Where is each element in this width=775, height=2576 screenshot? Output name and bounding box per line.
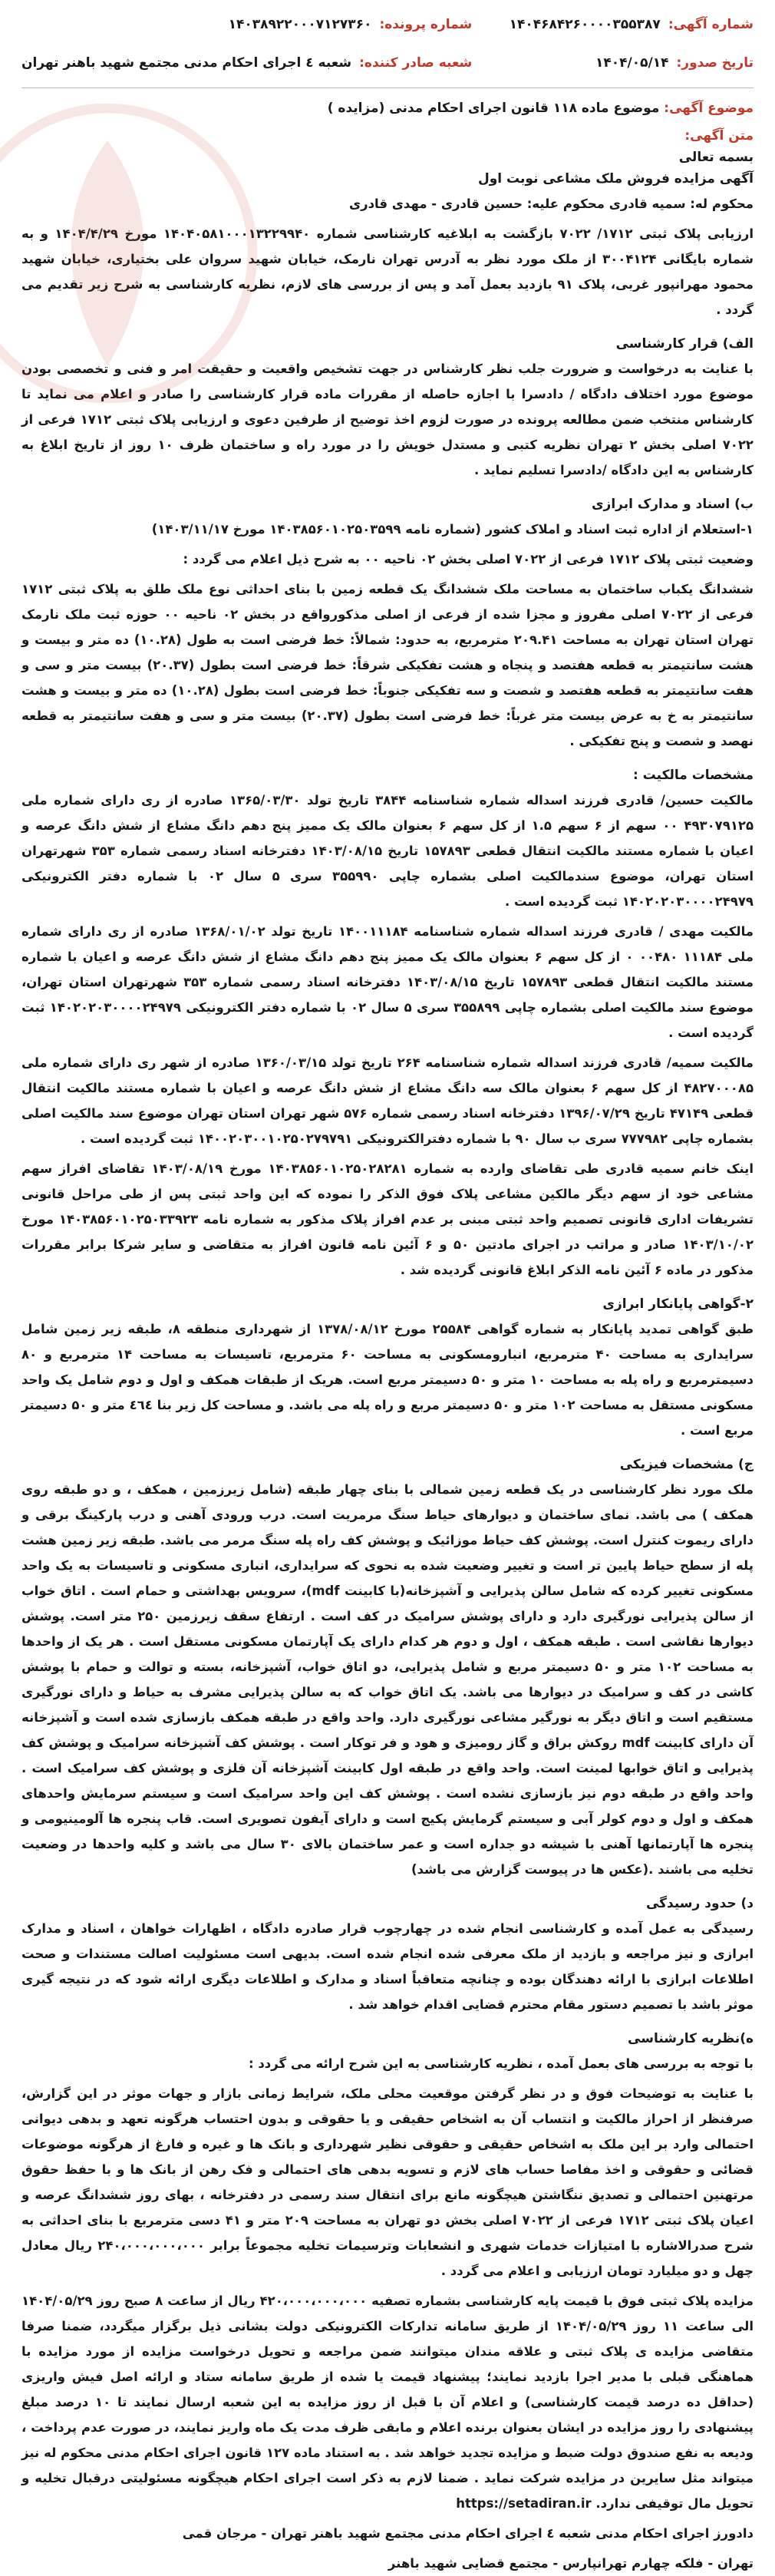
case-number-label: شماره پرونده: — [379, 17, 473, 32]
parties: محکوم له: سمیه قادری محکوم علیه: حسین قادری - مهدی قادری — [348, 197, 754, 211]
issuer-label: شعبه صادر کننده: — [359, 55, 473, 71]
owner-1: مالکیت حسین/ قادری فرزند اسداله شماره شناسنامه ۳۸۴۴ تاریخ تولد ۱۳۶۵/۰۳/۳۰ صادره از ری دارای شماره ملی ۴۹۳۰۷۹۱۲۵ ۰۰ سهم از ۶ سهم ۱.۵ از کل سهم ۶ بعنوان مالک یک ممیز پنج دهم دانگ مشاع از شش دانگ عرصه و اعیان با شماره مستند مالکیت انتقال قطعی ۱۵۷۸۹۳ تاریخ ۱۴۰۳/۰۸/۱۵ دفترخانه اسناد رسمی شماره ۳۵۳ شهرتهران استان تهران، موضوع سندمالکیت اصلی بشماره چاپی ۳۵۵۹۹۰ سری ۵ سال ۰۲ با شماره دفتر الکترونیکی ۱۴۰۲۰۲۰۳۰۰۰۰۲۴۹۷۹ ثبت گردیده است . — [21, 793, 754, 909]
ad-title: آگهی مزایده فروش ملک مشاعی نوبت اول — [477, 171, 754, 187]
intro-paragraph: ارزیابی پلاک ثبتی ۱۷۱۲/ ۷۰۲۲ بازگشت به ابلاغیه کارشناسی شماره ۱۴۰۴۰۵۸۱۰۰۰۱۳۲۲۹۹۴۰ مورخ ۱۴۰۴/۴/۲۹ و به شماره بایگانی ۳۰۰۴۱۲۴ از ملک مورد نظر به آدرس تهران نارمک، خیابان شهید سروان علی بختیاری، خیابان شهید محمود مهرانپور غربی، پلاک ۹۱ بازدید بعمل آمد و پس از بررسی های لازم، نظریه کارشناسی به شرح زیر تقدیم می گردد . — [21, 226, 754, 317]
address-line: تهران - فلکه چهارم تهرانپارس - مجتمع قضایی شهید باهنر — [388, 2556, 754, 2571]
section-d-text: رسیدگی به عمل آمده و کارشناسی انجام شده در چهارچوب قرار صادره دادگاه ، اظهارات خواهان ، اسناد و مدارک ابرازی و نیز مراجعه و بازدید از ملک معرفی شده انجام شده است. بدیهی است مسئولیت اصالت مستندات و صحت اطلاعات ابرازی با ارائه دهندگان بوده و چنانچه متعاقباً اسناد و مدارک و اطلاعات دیگری ارائه شود که در نتیجه گیری موثر باشد با تصمیم دستور مقام محترم قضایی اقدام خواهد شد . — [21, 1921, 754, 2012]
issue-date-label: تاریخ صدور: — [676, 55, 754, 71]
body-label: متن آگهی: — [684, 128, 754, 144]
issue-date — [510, 55, 754, 71]
ad-number-label: شماره آگهی: — [668, 17, 754, 32]
auction-text: مزایده پلاک ثبتی فوق با قیمت پایه کارشناسی بشماره تصفیه ۴۲۰،۰۰۰،۰۰۰،۰۰۰ ریال از ساعت ۸ صبح روز ۱۴۰۴/۰۵/۲۹ الی ساعت ۱۱ روز ۱۴۰۴/۰۵/۲۹ از طریق سامانه تدارکات الکترونیکی دولت بشانی ذیل برگزار میگردد، ضمنا صرفا متقاضی مزایده ی پلاک ثبتی و علاقه مندان میتوانند ضمن مراجعه و تحویل درخواست مزایده از مورد مزایده با هماهنگی قبلی با مدیر اجرا بازدید نمایند؛ پیشنهاد قیمت یا شده از طریق سامانه ستاد و ارائه اصل فیش واریزی (حداقل ده درصد قیمت کارشناسی) و اعلام آن با قبل از روز مزایده به این شعبه ارسال نمایند تا ۱۰ درصد مبلغ پیشنهادی را روز مزایده در ایشان بعنوان برنده اعلام و مابقی ظرف مدت یک ماه واریز نمایند، در صورت عدم پرداخت ، ودیعه به نفع صندوق دولت ضبط و مزایده تجدید خواهد شد . به استناد ماده ۱۲۷ قانون اجرای احکام مدنی محکوم له نیز میتواند مثل سایرین در مزایده شرکت نماید . ضمنا لازم به ذکر است اجرای احکام هیچگونه مسئولیتی درقبال تخلیه و تحویل مال توقیفی ندارد. — [21, 2294, 754, 2511]
partition-request: اینک خانم سمیه قادری طی تقاضای وارده به شماره ۱۴۰۳۸۵۶۰۱۰۲۵۰۲۸۲۸۱ مورخ ۱۴۰۳/۰۸/۱۹ تقاضای افراز سهم مشاعی خود از سهم دیگر مالکین مشاعی پلاک فوق الذکر را نموده که این واحد ثبتی پس از طی مراحل قانونی تشریفات اداری قانونی تصمیم واحد ثبتی مبنی بر عدم افراز پلاک مذکور به شماره نامه ۱۴۰۳۸۵۶۰۱۰۲۵۰۳۳۹۲۳ مورخ ۱۴۰۳/۱۰/۰۲ صادر و مراتب در اجرای مادتین ۵۰ و ۶ آئین نامه قانون افراز به متقاضی و سایر شرکا برابر مقررات مذکور در ماده ۶ آئین نامه الذکر ابلاغ قانونی گردیده شد . — [21, 1161, 754, 1277]
section-c-title: ج) مشخصات فیزیکی — [619, 1457, 754, 1472]
ad-number-value: ۱۴۰۴۶۸۴۲۶۰۰۰۰۳۵۵۳۸۷ — [509, 17, 661, 32]
section-b-title: ب) اسناد و مدارک ابرازی — [591, 497, 754, 512]
section-b1: ۱-استعلام از اداره ثبت اسناد و املاک کشور (شماره نامه ۱۴۰۳۸۵۶۰۱۰۲۵۰۳۵۹۹ مورخ ۱۴۰۳/۱۱/۱۷) — [151, 522, 754, 537]
subject-label: موضوع آگهی: — [664, 101, 754, 116]
owners-title: مشخصات مالکیت : — [632, 768, 754, 783]
issue-date-value: ۱۴۰۴/۰۵/۱۴ — [595, 55, 669, 71]
section-c-text: ملک مورد نظر کارشناسی در یک قطعه زمین شمالی با بنای چهار طبقه (شامل زیرزمین ، همکف ، و دو طبقه روی همکف ) می باشد. نمای ساختمان و دیوارهای حیاط سنگ مرمریت است. درب ورودی آهنی و درب پارکینگ برقی و دارای ریموت کنترل است. پوشش کف حیاط موزائیک و پوشش کف راه پله سنگ مرمر می باشد. طبقه زیر زمین هشت پله از سطح حیاط پایین تر است و تغییر وضعیت شده به نحوی که سرایداری، انباری مسکونی و تاسیسات به یک واحد مسکونی تغییر کرده که شامل سالن پذیرایی و آشپزخانه(با کابینت mdf)، سرویس بهداشتی و حمام است . اتاق خواب از سالن پذیرایی نورگیری دارد و دارای پوشش سرامیک در کف است . ارتفاع سقف زیرزمین ۲۵۰ متر است. پوشش دیوارها نقاشی است . طبقه همکف ، اول و دوم هر کدام دارای یک آپارتمان مسکونی مستقل است . هر یک از واحدها به مساحت ۱۰۲ متر و ۵۰ دسیمتر مربع و شامل پذیرایی، دو اتاق خواب، آشپزخانه، بسته و توالت و حمام با پوشش کاشی در کف و سرامیک در دیوارها می باشد. یک اتاق خواب که به سالن پذیرایی مشرف به حیاط و دارای نورگیری مستقیم است و اتاق دیگر به نورگیر مشاعی نورگیری دارد. واحد واقع در طبقه همکف بازسازی شده است و آشپزخانه آن دارای کابینت mdf روکش براق و گاز رومیزی و هود و فر توکار است . پوشش کف آشپزخانه سرامیک و پوشش کف پذیرایی و اتاق خوابها لمینت است. واحد واقع در طبقه اول کابینت آشپزخانه آن فلزی و پوشش کف سرامیک است . واحد واقع در طبقه دوم نیز بازسازی نشده است . پوشش کف این واحد سرامیک است و سیستم سرمایش واحدهای همکف و اول و دوم کولر آبی و سیستم گرمایش پکیج است و دارای آیفون تصویری است. قاب پنجره ها آلومینیومی و پنجره ها آپارتمانها آهنی با شیشه دو جداره است و عمر ساختمان بالای ۳۰ سال می باشد و کلیه واحدها در وضعیت تخلیه می باشند .(عکس ها در پیوست گزارش می باشد) — [21, 1482, 754, 1877]
owner-3: مالکیت سمیه/ قادری فرزند اسداله شماره شناسنامه ۲۶۴ تاریخ تولد ۱۳۶۰/۰۳/۱۵ صادره از شهر ری دارای شماره ملی ۴۸۲۷۰۰۰۸۵ از کل سهم ۶ بعنوان مالک سه دانگ مشاع از شش دانگ عرصه و اعیان با شماره مستند مالکیت انتقال قطعی ۴۷۱۴۹ تاریخ ۱۳۹۶/۰۷/۲۹ دفترخانه اسناد رسمی شماره ۵۷۶ شهر تهران استان تهران موضوع سند مالکیت اصلی بشماره چاپی ۷۷۷۹۸۲ سری ب سال ۹۰ با شماره دفترالکترونیکی ۱۴۰۰۲۰۳۰۰۱۰۲۵۰۲۷۹۷۹۱ ثبت گردیده است . — [21, 1055, 754, 1146]
subject — [21, 101, 754, 116]
section-a-text: با عنایت به درخواست و ضرورت جلب نظر کارشناس در جهت تشخیص واقعیت و حقیقت امر و فنی و تخصصی بودن موضوع مورد اختلاف دادگاه / دادسرا با اجازه حاصله از مقررات ماده قرار کارشناسی را صادر و اعلام می نماید تا کارشناس منتخب ضمن مطالعه پرونده در صورت لزوم اخذ توضیح از طرفین دعوی و ارزیابی پلاک ثبتی ۱۷۱۲ فرعی از ۷۰۲۲ اصلی بخش ۲ تهران نظریه کتبی و مستدل خویش را در مورد راه و ساختمان ظرف ۱۰ روز از تاریخ ابلاغ به کارشناس به این دادگاه /دادسرا تسلیم نماید . — [21, 362, 754, 477]
subject-text: موضوع ماده ۱۱۸ قانون اجرای احکام مدنی (مزایده ) — [327, 101, 660, 116]
header-right — [510, 17, 754, 71]
ad-number — [510, 17, 754, 32]
setad-link[interactable]: https://setadiran.ir — [456, 2496, 592, 2511]
owner-2: مالکیت مهدی / قادری فرزند اسداله شماره شناسنامه ۱۴۰۰۱۱۱۸۴ تاریخ تولد ۱۳۶۸/۰۱/۰۲ صادره از ری دارای شماره ملی ۱۱۱۸۴ ۰۰۴۸۰ ۰ از کل سهم ۶ بعنوان مالک یک ممیز پنج دهم دانگ مشاع از شش دانگ عرصه و اعیان با شماره مستند مالکیت انتقال قطعی ۱۵۷۸۹۳ تاریخ ۱۴۰۳/۰۸/۱۵ دفترخانه اسناد رسمی شماره ۳۵۳ شهرتهران استان تهران، موضوع سند مالکیت اصلی بشماره چاپی ۳۵۵۸۹۹ سری ۵ سال ۰۲ با شماره دفتر الکترونیکی ۱۴۰۲۰۲۰۳۰۰۰۰۲۴۹۷۹ ثبت گردیده است . — [21, 924, 754, 1040]
section-h-lead: با توجه به بررسی های بعمل آمده ، نظریه کارشناسی به این شرح ارائه می گردد : — [249, 2056, 754, 2071]
header — [21, 17, 754, 71]
case-number-value: ۱۴۰۳۸۹۲۲۰۰۰۷۱۲۷۳۶۰ — [228, 17, 372, 32]
issuer-value: شعبه ٤ اجرای احکام مدنی مجتمع شهید باهنر تهران — [21, 55, 352, 71]
section-b-registration: وضعیت ثبتی پلاک ۱۷۱۲ فرعی از ۷۰۲۲ اصلی بخش ۰۲ ناحیه ۰۰ به شرح ذیل اعلام می گردد : — [183, 552, 754, 566]
section-h-title: ه)نظریه کارشناسی — [628, 2031, 754, 2046]
section-b-description: ششدانگ یکباب ساختمان به مساحت ملک ششدانگ یک قطعه زمین با بنای احداثی نوع ملک طلق به پلاک ثبتی ۱۷۱۲ فرعی از ۷۰۲۲ اصلی مفروز و مجزا شده از فرعی از اصلی مذکورواقع در بخش ۰۲ ناحیه ۰۰ حوزه ثبت ملک نارمک تهران استان تهران به مساحت ۲۰۹.۴۱ مترمربع، به حدود: شمالاً: خط فرضی است به طول (۱۰.۲۸) ده متر و بیست و هشت سانتیمتر به قطعه هفتصد و پنجاه و هشت تفکیکی شرقاً: خط فرضی است بطول (۲۰.۳۷) بیست متر و سی و هفت سانتیمتر به قطعه هفتصد و شصت و سه تفکیکی جنوباً: خط فرضی است بطول (۱۰.۲۸) ده متر و بیست و هشت سانتیمتر به خ به عرض بیست متر غرباً: خط فرضی است بطول (۲۰.۳۷) بیست متر و سی و هفت سانتیمتر به قطعه نهصد و شصت و پنج تفکیکی . — [21, 582, 754, 748]
issuer — [21, 55, 472, 71]
section-b2-text: طبق گواهی تمدید پایانکار به شماره گواهی ۲۵۵۸۴ مورخ ۱۳۷۸/۰۸/۱۲ از شهرداری منطقه ۸، طبقه زیر زمین شامل سرایداری به مساحت ۴۰ مترمربع، انبارومسکونی به مساحت ۶۰ مترمربع، تاسیسات به مساحت ۱۴ مترمربع و ۸۰ دسیمترمربع و راه پله به مساحت ۱۰ متر و ۵۰ دسیمتر مربع است. هریک از طبقات همکف و اول و دوم شامل یک واحد مسکونی مستقل به مساحت ۱۰۲ متر و ۵۰ دسیمتر مربع و راه پله می باشد. و مساحت کل زیر بنا ٤٦٤ متر و ۵۰ دسیمتر مربع است . — [21, 1322, 754, 1438]
case-number — [21, 17, 472, 32]
signature-line: دادورز اجرای احکام مدنی شعبه ٤ اجرای احکام مدنی مجتمع شهید باهنر تهران - مرجان قمی — [182, 2526, 754, 2541]
auction-paragraph — [21, 2288, 754, 2516]
header-left — [21, 17, 472, 71]
section-a-title: الف) قرار کارشناسی — [615, 336, 754, 352]
section-h-text: با عنایت به توضیحات فوق و در نظر گرفتن موقعیت محلی ملک، شرایط زمانی بازار و جهات موثر در این گزارش، صرفنظر از احراز مالکیت و انتساب آن به اشخاص حقیقی و یا حقوقی و بدون احتساب هرگونه تعهد و بدهی دیوانی احتمالی وارد بر این ملک به اشخاص حقیقی و حقوقی نظیر شهرداری و بانک ها و غیره و فارغ از هرگونه موضوعات قضائی و حقوقی و اخذ مفاصا حساب های لازم و تسویه بدهی های احتمالی و فک رهن از بانک ها و با حفظ حقوق مرتهنین احتمالی و تصدیق ننگاشتن هیچگونه مانع برای انتقال سند رسمی در دفترخانه ، بهای روز ششدانگ عرصه و اعیان پلاک ثبتی ۱۷۱۲ فرعی از ۷۰۲۲ اصلی بخش دو تهران به مساحت ۲۰۹ متر و ۴۱ دسی مترمربع با بنای احداثی به شرح صدرالاشاره با امتیازات خدمات شهری و انشعابات وترسیمات تخلیه مجموعاً برابر ۲۴۰،۰۰۰،۰۰۰،۰۰۰ ریال معادل چهل و دو میلیارد تومان ارزیابی و اعلام می گردد . — [21, 2086, 754, 2278]
section-d-title: د) حدود رسیدگی — [645, 1896, 754, 1911]
section-b2-title: ۲-گواهی پایانکار ابرازی — [602, 1296, 754, 1312]
bismillah: بسمه تعالی — [678, 150, 754, 165]
